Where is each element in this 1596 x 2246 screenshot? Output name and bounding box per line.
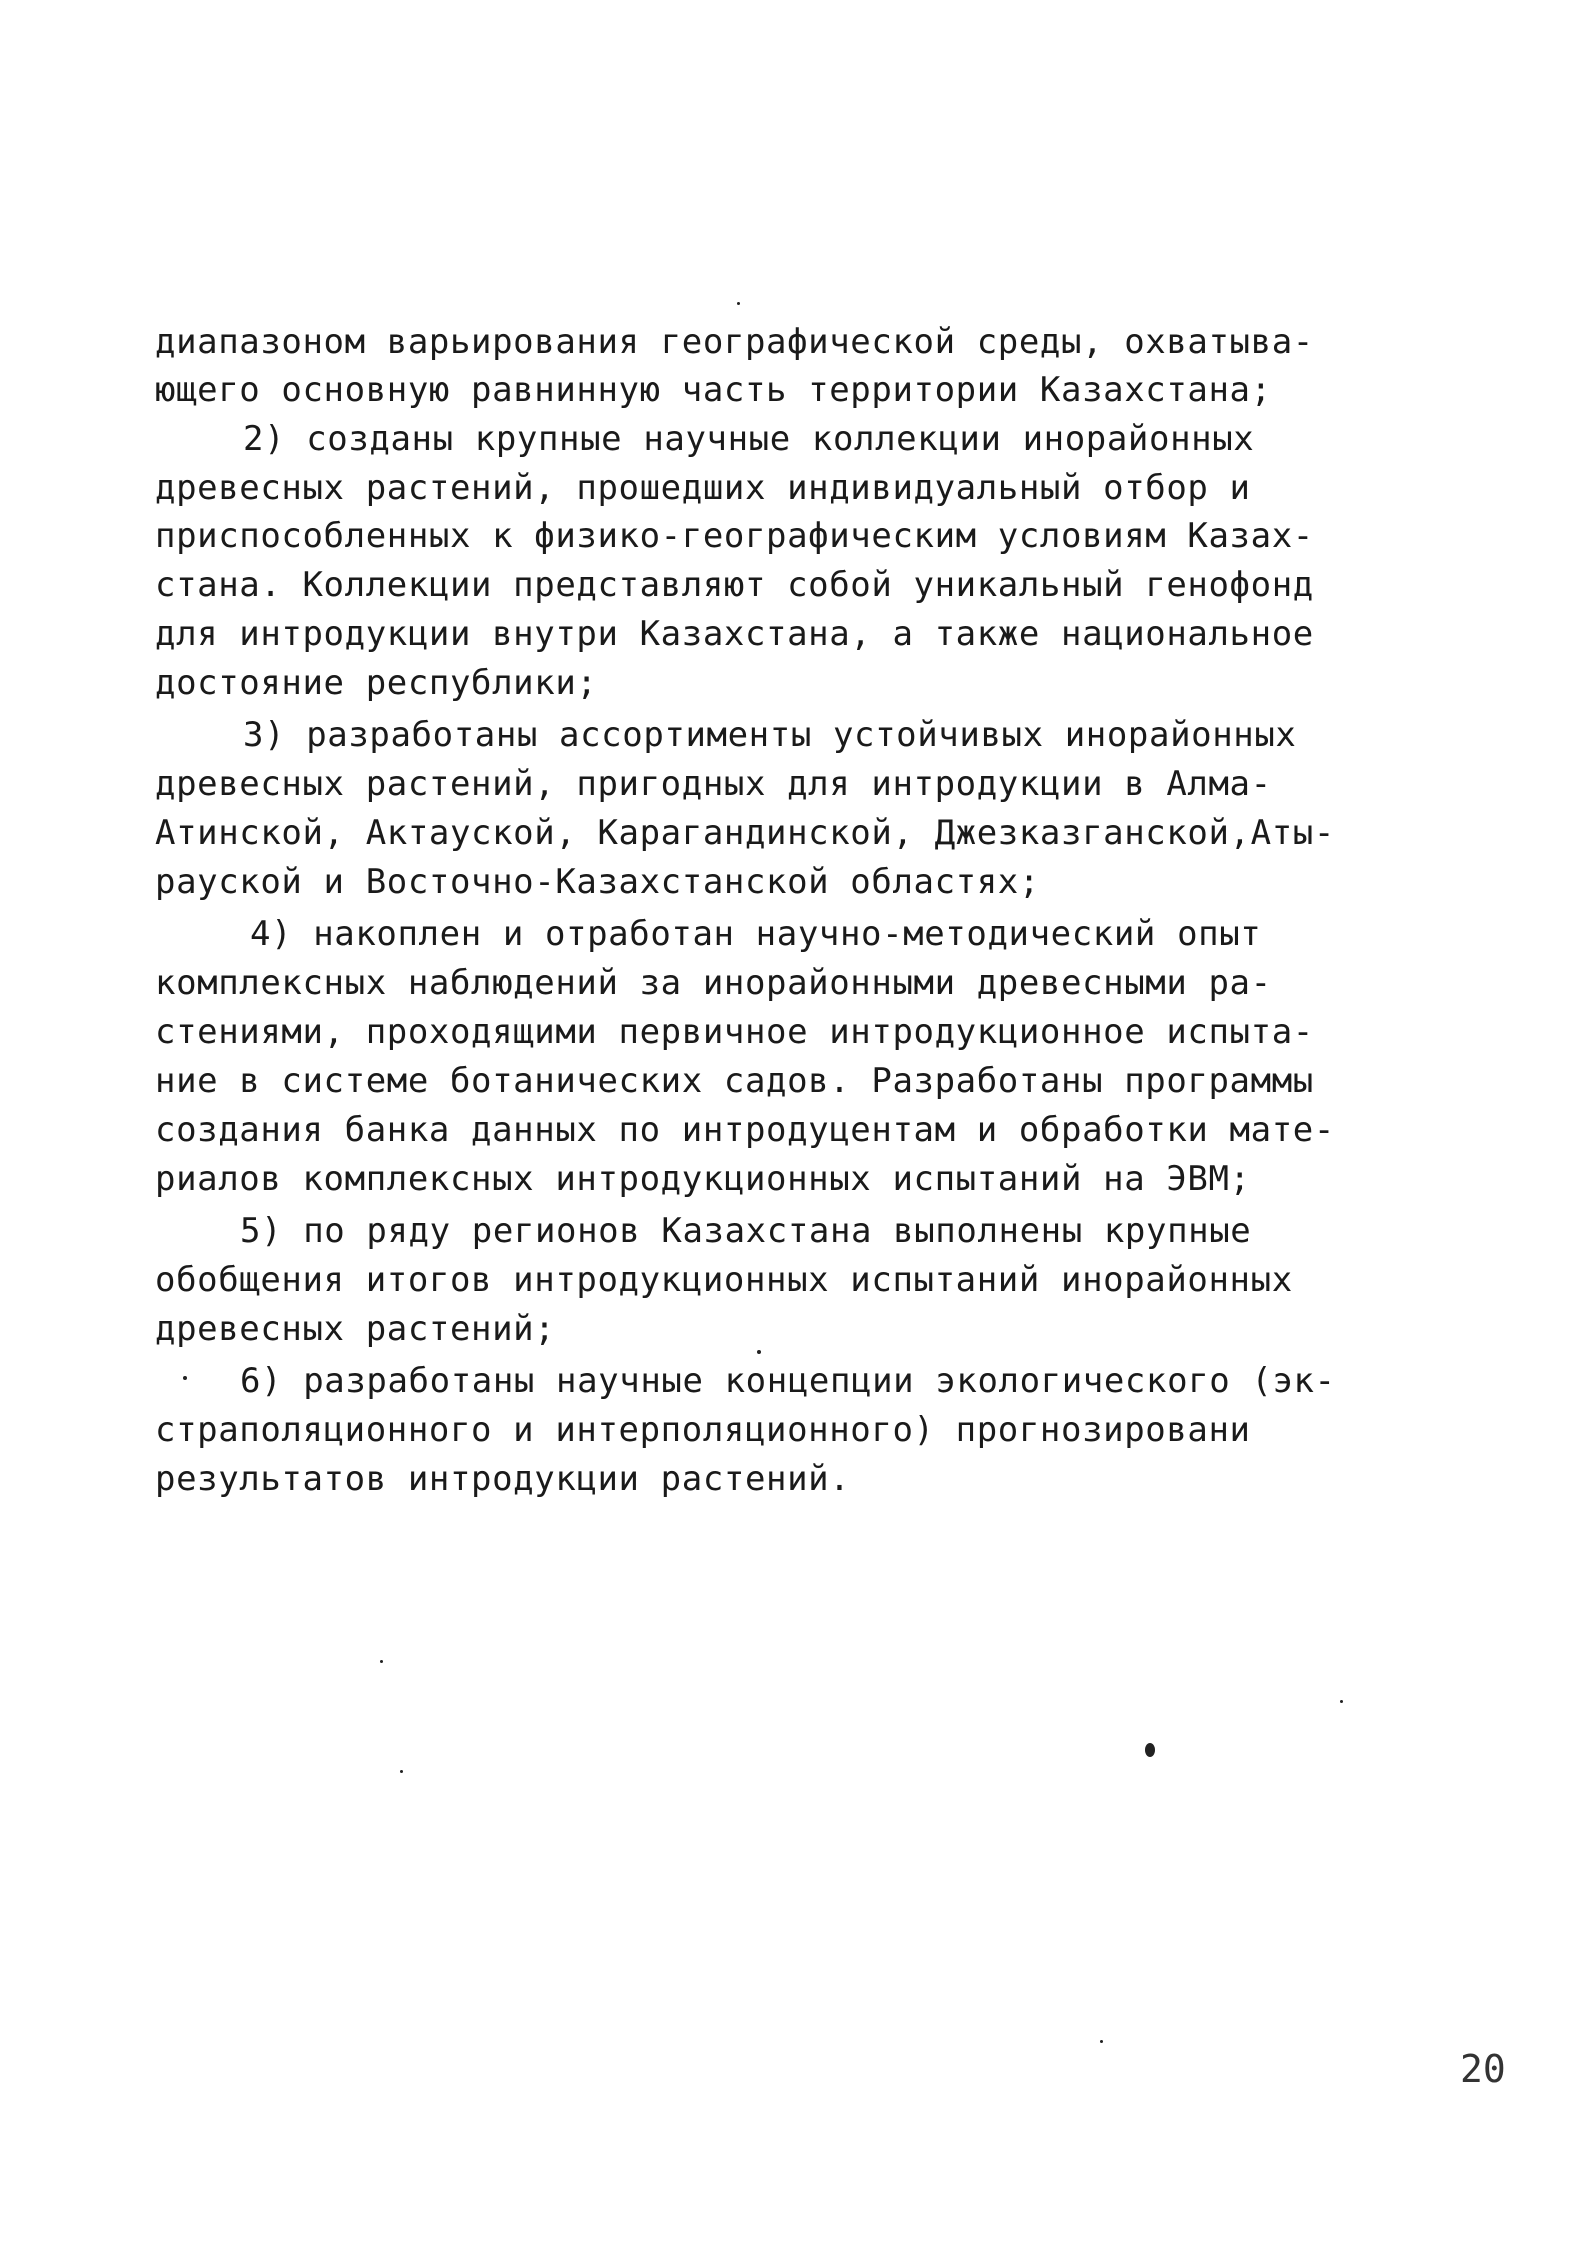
page-number: 20 (1460, 2047, 1506, 2091)
text-line: комплексных наблюдений за инорайонными древесными ра- (155, 963, 1272, 1003)
text-line: для интродукции внутри Казахстана, а также национальное (155, 614, 1314, 654)
text-line: достояние республики; (155, 663, 598, 703)
text-line: диапазоном варьирования географической среды, охватыва- (155, 322, 1314, 362)
text-line: ние в системе ботанических садов. Разработаны программы (155, 1061, 1314, 1101)
text-line: приспособленных к физико-географическим условиям Казах- (155, 516, 1314, 556)
text-line: страполяционного и интерполяционного) прогнозировани (155, 1410, 1251, 1450)
scan-speck (757, 1350, 761, 1354)
text-line: 6) разработаны научные концепции экологического (эк- (240, 1361, 1336, 1401)
scan-speck (1100, 2040, 1103, 2043)
text-line: риалов комплексных интродукционных испытаний на ЭВМ; (155, 1159, 1251, 1199)
text-line: Атинской, Актауской, Карагандинской, Джезказганской,Аты- (155, 813, 1335, 853)
text-line: стана. Коллекции представляют собой уникальный генофонд (155, 565, 1314, 605)
text-line: создания банка данных по интродуцентам и обработки мате- (155, 1110, 1335, 1150)
text-line: обобщения итогов интродукционных испытаний инорайонных (155, 1260, 1293, 1300)
text-line: рауской и Восточно-Казахстанской областях; (155, 862, 1040, 902)
scan-speck (400, 1770, 403, 1773)
text-line: результатов интродукции растений. (155, 1459, 851, 1499)
text-line: 3) разработаны ассортименты устойчивых инорайонных (243, 715, 1297, 755)
scan-speck (1145, 1743, 1155, 1757)
text-line: ющего основную равнинную часть территории Казахстана; (155, 370, 1272, 410)
text-line: древесных растений, пригодных для интродукции в Алма- (155, 764, 1272, 804)
text-line: 2) созданы крупные научные коллекции инорайонных (243, 419, 1255, 459)
text-line: древесных растений; (155, 1309, 556, 1349)
text-line: 5) по ряду регионов Казахстана выполнены крупные (240, 1211, 1252, 1251)
scan-speck (380, 1660, 383, 1663)
scan-speck (1340, 1700, 1343, 1703)
text-line: 4) накоплен и отработан научно-методический опыт (250, 914, 1262, 954)
text-line: древесных растений, прошедших индивидуальный отбор и (155, 468, 1251, 508)
scan-speck (737, 302, 740, 305)
text-line: стениями, проходящими первичное интродукционное испыта- (155, 1012, 1314, 1052)
scan-speck (183, 1376, 187, 1380)
